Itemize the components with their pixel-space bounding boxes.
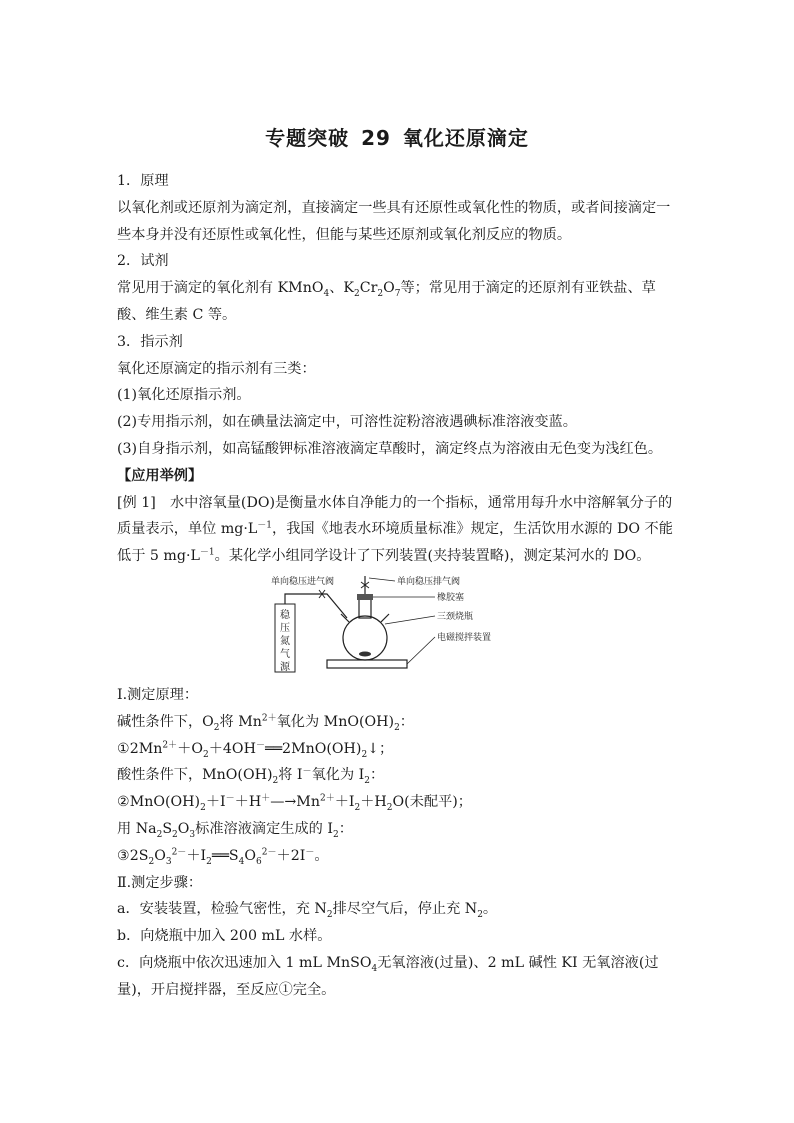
indicator-item-2: (2)专用指示剂，如在碘量法滴定中，可溶性淀粉溶液遇碘标准溶液变蓝。 xyxy=(117,414,577,431)
magnetic-stirrer xyxy=(327,660,407,668)
steps-heading: Ⅱ.测定步骤： xyxy=(117,874,203,891)
principle-text: 以氧化剂或还原剂为滴定剂，直接滴定一些具有还原性或氧化性的物质，或者间接滴定一些本身并没有还原性或氧化性，但能与某些还原剂或氧化剂反应的物质。 xyxy=(117,199,671,243)
step-c: c．向烧瓶中依次迅速加入 1 mL MnSO$_4$无氧溶液(过量)、2 mL 碱性 KI 无氧溶液(过量)，开启搅拌器，至反应①完全。 xyxy=(117,954,659,998)
principle-subheading: Ⅰ.测定原理： xyxy=(117,686,199,703)
source-char-1: 稳 xyxy=(280,609,290,621)
label-inlet-valve: 单向稳压进气阀 xyxy=(271,576,335,587)
reagent-heading: 2．试剂 xyxy=(117,253,169,270)
source-char-5: 源 xyxy=(280,661,290,673)
equation-2: $②MnO(OH)_2+I^-+H^+—\to Mn^{2+}+I_2+H_2O$(未配平)； xyxy=(117,793,472,813)
apparatus-diagram xyxy=(267,574,507,678)
flask-center-neck xyxy=(359,598,371,618)
leader-outlet xyxy=(369,578,395,581)
apparatus-figure xyxy=(117,574,679,678)
indicator-item-3: (3)自身指示剂，如高锰酸钾标准溶液滴定草酸时，滴定终点为溶液由无色变为浅红色。 xyxy=(117,440,663,457)
rubber-stopper xyxy=(357,594,373,600)
inlet-pipe xyxy=(285,594,347,618)
principle-acid: 酸性条件下，$MnO(OH)_2$将 I－氧化为 $I_2$： xyxy=(117,766,385,787)
label-outlet-valve: 单向稳压排气阀 xyxy=(397,576,461,587)
label-stirrer: 电磁搅拌装置 xyxy=(437,632,492,643)
source-char-3: 氮 xyxy=(280,635,290,647)
leader-flask xyxy=(385,616,435,624)
example-intro: [例 1] 水中溶氧量(DO)是衡量水体自净能力的一个指标，通常用每升水中溶解氧分子的质量表示，单位 $mg\cdot L^{-1}$，我国《地表水环境质量标准》规定，生活饮用水源的 DO 不能低于 5 $mg\cdot L^{-1}$。某化学小组同学设计了下列装置(夹持装置略)，测定某河水的 DO。 xyxy=(117,494,673,565)
example-heading: 【应用举例】 xyxy=(117,467,203,484)
step-a: a．安装装置，检验气密性，充 $N_2$排尽空气后，停止充 $N_2$。 xyxy=(117,901,498,921)
stir-bar xyxy=(359,651,371,656)
principle-basic: 碱性条件下，$O_2$将 $Mn^{2+}$氧化为 $MnO(OH)_2$： xyxy=(117,713,414,733)
flask-right-neck xyxy=(381,614,389,622)
indicator-intro: 氧化还原滴定的指示剂有三类： xyxy=(117,360,316,377)
title-number: 29 xyxy=(361,126,391,150)
equation-3: $③2S_2O_3^{2-}+I_2══S_4O_6^{2-}+2I^-$。 xyxy=(117,847,329,867)
label-flask: 三颈烧瓶 xyxy=(437,611,474,622)
equation-1: $①2Mn^{2+}+O_2+4OH^-══2MnO(OH)_2↓$； xyxy=(117,739,394,760)
principle-titrate: 用 $Na_2S_2O_3$标准溶液滴定生成的 $I_2$： xyxy=(117,820,353,840)
principle-heading: 1．原理 xyxy=(117,173,169,189)
source-char-2: 压 xyxy=(280,622,290,634)
indicator-item-1: (1)氧化还原指示剂。 xyxy=(117,387,251,404)
title-topic: 氧化还原滴定 xyxy=(402,126,529,150)
title-prefix: 专题突破 xyxy=(265,126,350,150)
label-stopper: 橡胶塞 xyxy=(437,592,465,603)
page-title xyxy=(0,122,794,151)
leader-stirrer xyxy=(407,637,435,664)
reagent-text: 常见用于滴定的氧化剂有 KMnO$_4$、$K_2Cr_2O_7$等；常见用于滴定的还原剂有亚铁盐、草酸、维生素 C 等。 xyxy=(117,280,656,323)
indicator-heading: 3．指示剂 xyxy=(117,333,183,350)
step-b: b．向烧瓶中加入 200 mL 水样。 xyxy=(117,928,332,945)
source-char-4: 气 xyxy=(280,648,290,660)
document-body xyxy=(117,168,679,1004)
